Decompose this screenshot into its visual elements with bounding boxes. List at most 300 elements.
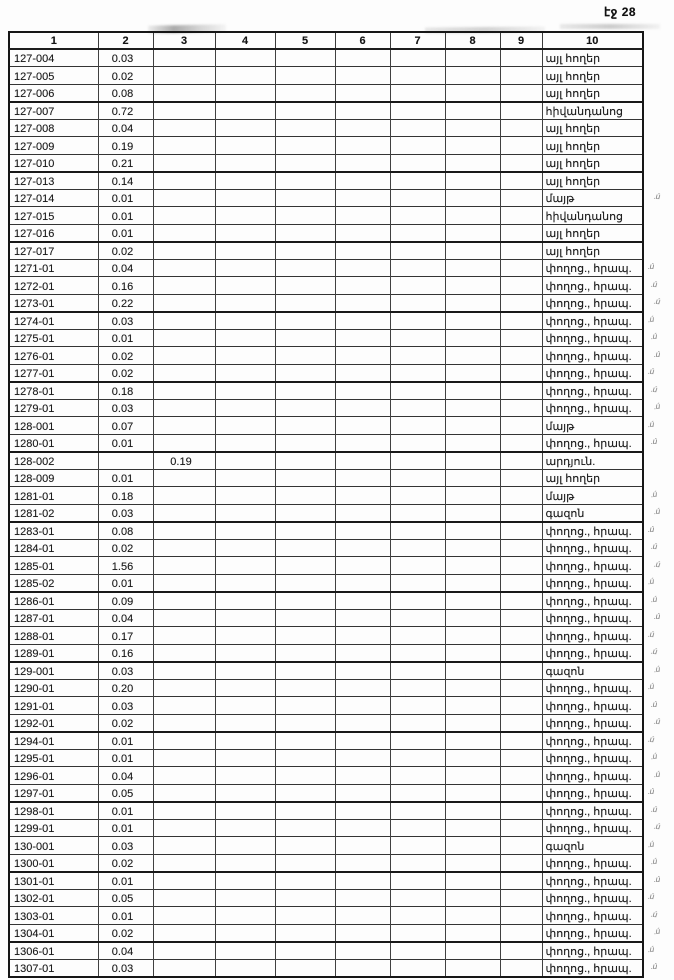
table-row <box>9 207 643 225</box>
empty-cell <box>445 697 500 715</box>
margin-mark: .ú <box>654 349 660 359</box>
empty-cell <box>275 119 335 137</box>
empty-cell <box>215 434 275 452</box>
table-row <box>9 137 643 155</box>
empty-cell <box>275 399 335 417</box>
table-row <box>9 364 643 382</box>
land-use-cell: այլ հողեր <box>542 224 643 242</box>
empty-cell <box>275 452 335 470</box>
empty-cell <box>500 732 542 750</box>
parcel-code-cell: 1299-01 <box>9 819 98 837</box>
empty-cell <box>215 469 275 487</box>
area-value-cell: 0.02 <box>98 364 153 382</box>
parcel-code-cell: 1306-01 <box>9 942 98 960</box>
empty-cell <box>445 294 500 312</box>
table-row <box>9 784 643 802</box>
empty-cell <box>335 609 390 627</box>
col3-value-cell <box>153 854 215 872</box>
col3-value-cell <box>153 942 215 960</box>
empty-cell <box>390 539 445 557</box>
empty-cell <box>335 172 390 190</box>
empty-cell <box>335 767 390 785</box>
empty-cell <box>445 259 500 277</box>
header-row <box>9 32 643 49</box>
land-use-cell: այլ հողեր <box>542 49 643 67</box>
margin-mark: .ú <box>653 926 661 937</box>
column-header-8: 8 <box>445 32 500 49</box>
empty-cell <box>335 382 390 400</box>
empty-cell <box>275 504 335 522</box>
empty-cell <box>500 189 542 207</box>
empty-cell <box>335 889 390 907</box>
col3-value-cell <box>153 959 215 977</box>
margin-mark: .ú <box>647 734 655 744</box>
table-row <box>9 277 643 295</box>
area-value-cell: 0.02 <box>98 67 153 85</box>
empty-cell <box>335 662 390 680</box>
empty-cell <box>335 364 390 382</box>
empty-cell <box>275 872 335 890</box>
land-use-cell: գազոն <box>542 837 643 855</box>
margin-mark: .ú <box>653 716 660 727</box>
col3-value-cell <box>153 662 215 680</box>
area-value-cell: 0.02 <box>98 714 153 732</box>
empty-cell <box>335 942 390 960</box>
margin-mark: .ú <box>650 804 657 814</box>
margin-mark: .ú <box>653 664 661 674</box>
empty-cell <box>335 714 390 732</box>
col3-value-cell <box>153 172 215 190</box>
area-value-cell: 0.04 <box>98 119 153 137</box>
parcel-code-cell: 1279-01 <box>9 399 98 417</box>
column-header-1: 1 <box>9 32 98 49</box>
area-value-cell: 0.03 <box>98 49 153 67</box>
empty-cell <box>500 819 542 837</box>
table-row <box>9 539 643 557</box>
empty-cell <box>335 854 390 872</box>
land-use-cell: փողոց., հրապ. <box>542 644 643 662</box>
empty-cell <box>390 329 445 347</box>
parcel-code-cell: 128-002 <box>9 452 98 470</box>
parcel-code-cell: 1300-01 <box>9 854 98 872</box>
empty-cell <box>335 224 390 242</box>
empty-cell <box>215 697 275 715</box>
column-header-6: 6 <box>335 32 390 49</box>
empty-cell <box>335 574 390 592</box>
empty-cell <box>275 592 335 610</box>
col3-value-cell <box>153 679 215 697</box>
col3-value-cell <box>153 802 215 820</box>
empty-cell <box>390 259 445 277</box>
land-use-cell: փողոց., հրապ. <box>542 399 643 417</box>
empty-cell <box>335 347 390 365</box>
land-use-cell: փողոց., հրապ. <box>542 679 643 697</box>
parcel-code-cell: 1286-01 <box>9 592 98 610</box>
col3-value-cell: 0.19 <box>153 452 215 470</box>
area-value-cell: 0.01 <box>98 574 153 592</box>
margin-mark: .ú <box>647 681 654 692</box>
empty-cell <box>390 819 445 837</box>
empty-cell <box>275 679 335 697</box>
empty-cell <box>445 399 500 417</box>
table-row <box>9 854 643 872</box>
empty-cell <box>500 417 542 435</box>
empty-cell <box>215 889 275 907</box>
empty-cell <box>445 417 500 435</box>
empty-cell <box>335 137 390 155</box>
empty-cell <box>275 522 335 540</box>
table-row <box>9 609 643 627</box>
empty-cell <box>500 802 542 820</box>
empty-cell <box>215 854 275 872</box>
empty-cell <box>500 312 542 330</box>
land-use-cell: փողոց., հրապ. <box>542 749 643 767</box>
empty-cell <box>335 924 390 942</box>
margin-mark: .ú <box>650 751 658 762</box>
area-value-cell: 0.04 <box>98 767 153 785</box>
empty-cell <box>390 207 445 225</box>
empty-cell <box>500 714 542 732</box>
land-use-cell: փողոց., հրապ. <box>542 627 643 645</box>
empty-cell <box>445 802 500 820</box>
empty-cell <box>390 697 445 715</box>
parcel-code-cell: 1294-01 <box>9 732 98 750</box>
land-use-cell: փողոց., հրապ. <box>542 329 643 347</box>
empty-cell <box>335 504 390 522</box>
area-value-cell: 0.20 <box>98 679 153 697</box>
empty-cell <box>275 347 335 365</box>
empty-cell <box>275 382 335 400</box>
area-value-cell: 0.22 <box>98 294 153 312</box>
empty-cell <box>390 452 445 470</box>
empty-cell <box>275 329 335 347</box>
empty-cell <box>390 277 445 295</box>
empty-cell <box>500 102 542 120</box>
empty-cell <box>215 872 275 890</box>
empty-cell <box>335 522 390 540</box>
table-row <box>9 697 643 715</box>
margin-mark: .ú <box>654 874 660 884</box>
area-value-cell: 0.03 <box>98 959 153 977</box>
land-parcel-table <box>8 31 644 978</box>
empty-cell <box>445 364 500 382</box>
table-row <box>9 872 643 890</box>
empty-cell <box>215 732 275 750</box>
empty-cell <box>275 242 335 260</box>
empty-cell <box>215 504 275 522</box>
empty-cell <box>215 539 275 557</box>
land-use-cell: փողոց., հրապ. <box>542 312 643 330</box>
empty-cell <box>390 889 445 907</box>
empty-cell <box>390 67 445 85</box>
empty-cell <box>500 627 542 645</box>
col3-value-cell <box>153 469 215 487</box>
empty-cell <box>445 67 500 85</box>
empty-cell <box>275 67 335 85</box>
land-use-cell: այլ հողեր <box>542 242 643 260</box>
table-row <box>9 487 643 505</box>
empty-cell <box>445 662 500 680</box>
parcel-code-cell: 127-010 <box>9 154 98 172</box>
empty-cell <box>335 154 390 172</box>
parcel-code-cell: 1271-01 <box>9 259 98 277</box>
empty-cell <box>275 609 335 627</box>
empty-cell <box>390 119 445 137</box>
col3-value-cell <box>153 294 215 312</box>
margin-mark: .ú <box>653 821 661 832</box>
empty-cell <box>335 732 390 750</box>
empty-cell <box>390 784 445 802</box>
land-use-cell: փողոց., հրապ. <box>542 767 643 785</box>
margin-mark: .ú <box>654 612 660 621</box>
col3-value-cell <box>153 312 215 330</box>
area-value-cell: 0.02 <box>98 924 153 942</box>
empty-cell <box>445 154 500 172</box>
empty-cell <box>445 837 500 855</box>
empty-cell <box>275 207 335 225</box>
area-value-cell: 0.02 <box>98 347 153 365</box>
empty-cell <box>390 924 445 942</box>
land-use-cell: փողոց., հրապ. <box>542 942 643 960</box>
empty-cell <box>275 802 335 820</box>
empty-cell <box>500 767 542 785</box>
area-value-cell: 0.01 <box>98 907 153 925</box>
table-row <box>9 452 643 470</box>
col3-value-cell <box>153 714 215 732</box>
area-value-cell: 0.02 <box>98 539 153 557</box>
col3-value-cell <box>153 119 215 137</box>
margin-mark: .ú <box>647 629 654 639</box>
column-header-3: 3 <box>153 32 215 49</box>
empty-cell <box>215 924 275 942</box>
empty-cell <box>445 84 500 102</box>
area-value-cell: 0.03 <box>98 312 153 330</box>
land-use-cell: փողոց., հրապ. <box>542 924 643 942</box>
table-row <box>9 329 643 347</box>
land-use-cell: փողոց., հրապ. <box>542 854 643 872</box>
empty-cell <box>335 102 390 120</box>
area-value-cell: 0.05 <box>98 784 153 802</box>
empty-cell <box>335 329 390 347</box>
empty-cell <box>215 574 275 592</box>
empty-cell <box>335 294 390 312</box>
empty-cell <box>445 469 500 487</box>
area-value-cell: 0.03 <box>98 837 153 855</box>
col3-value-cell <box>153 697 215 715</box>
empty-cell <box>445 784 500 802</box>
parcel-code-cell: 1298-01 <box>9 802 98 820</box>
col3-value-cell <box>153 644 215 662</box>
land-use-cell: փողոց., հրապ. <box>542 277 643 295</box>
column-header-9: 9 <box>500 32 542 49</box>
empty-cell <box>500 452 542 470</box>
table-row <box>9 67 643 85</box>
empty-cell <box>335 469 390 487</box>
empty-cell <box>390 854 445 872</box>
area-value-cell: 0.01 <box>98 434 153 452</box>
empty-cell <box>500 84 542 102</box>
parcel-code-cell: 1285-02 <box>9 574 98 592</box>
empty-cell <box>445 312 500 330</box>
area-value-cell: 0.05 <box>98 889 153 907</box>
empty-cell <box>390 557 445 575</box>
empty-cell <box>500 644 542 662</box>
empty-cell <box>390 749 445 767</box>
empty-cell <box>500 67 542 85</box>
col3-value-cell <box>153 487 215 505</box>
empty-cell <box>390 609 445 627</box>
empty-cell <box>390 907 445 925</box>
parcel-code-cell: 1284-01 <box>9 539 98 557</box>
empty-cell <box>215 749 275 767</box>
area-value-cell: 0.08 <box>98 84 153 102</box>
empty-cell <box>335 644 390 662</box>
land-use-cell: այլ հողեր <box>542 469 643 487</box>
empty-cell <box>275 714 335 732</box>
empty-cell <box>335 592 390 610</box>
area-value-cell: 0.03 <box>98 697 153 715</box>
empty-cell <box>500 557 542 575</box>
empty-cell <box>390 522 445 540</box>
empty-cell <box>275 662 335 680</box>
empty-cell <box>275 819 335 837</box>
table-row <box>9 102 643 120</box>
scan-smudge <box>560 24 660 29</box>
table-row <box>9 662 643 680</box>
parcel-code-cell: 1287-01 <box>9 609 98 627</box>
area-value-cell: 0.01 <box>98 189 153 207</box>
margin-mark: .ú <box>650 279 657 289</box>
margin-mark: .ú <box>647 839 655 849</box>
land-use-cell: փողոց., հրապ. <box>542 819 643 837</box>
col3-value-cell <box>153 557 215 575</box>
empty-cell <box>215 364 275 382</box>
land-use-cell: փողոց., հրապ. <box>542 347 643 365</box>
empty-cell <box>500 434 542 452</box>
empty-cell <box>215 679 275 697</box>
empty-cell <box>500 224 542 242</box>
land-use-cell: այլ հողեր <box>542 119 643 137</box>
area-value-cell: 0.01 <box>98 819 153 837</box>
empty-cell <box>500 942 542 960</box>
empty-cell <box>390 942 445 960</box>
table-row <box>9 819 643 837</box>
parcel-code-cell: 1273-01 <box>9 294 98 312</box>
empty-cell <box>445 959 500 977</box>
empty-cell <box>215 242 275 260</box>
area-value-cell: 0.01 <box>98 732 153 750</box>
land-use-cell: փողոց., հրապ. <box>542 889 643 907</box>
empty-cell <box>335 784 390 802</box>
empty-cell <box>215 259 275 277</box>
table-row <box>9 172 643 190</box>
area-value-cell: 0.01 <box>98 224 153 242</box>
empty-cell <box>215 207 275 225</box>
empty-cell <box>390 137 445 155</box>
empty-cell <box>215 119 275 137</box>
empty-cell <box>275 189 335 207</box>
empty-cell <box>390 732 445 750</box>
column-header-2: 2 <box>98 32 153 49</box>
table-row <box>9 347 643 365</box>
empty-cell <box>275 907 335 925</box>
empty-cell <box>500 749 542 767</box>
col3-value-cell <box>153 259 215 277</box>
empty-cell <box>445 137 500 155</box>
parcel-code-cell: 1304-01 <box>9 924 98 942</box>
empty-cell <box>215 557 275 575</box>
area-value-cell: 0.09 <box>98 592 153 610</box>
empty-cell <box>335 84 390 102</box>
parcel-code-cell: 1281-02 <box>9 504 98 522</box>
area-value-cell: 0.01 <box>98 469 153 487</box>
parcel-code-cell: 1301-01 <box>9 872 98 890</box>
empty-cell <box>500 259 542 277</box>
land-use-cell: մայթ <box>542 189 643 207</box>
col3-value-cell <box>153 102 215 120</box>
empty-cell <box>215 767 275 785</box>
margin-mark: .ú <box>647 314 655 324</box>
land-use-cell: փողոց., հրապ. <box>542 714 643 732</box>
table-row <box>9 767 643 785</box>
parcel-code-cell: 1272-01 <box>9 277 98 295</box>
empty-cell <box>215 224 275 242</box>
land-use-cell: փողոց., հրապ. <box>542 697 643 715</box>
area-value-cell: 0.02 <box>98 242 153 260</box>
empty-cell <box>275 434 335 452</box>
empty-cell <box>500 959 542 977</box>
empty-cell <box>500 347 542 365</box>
col3-value-cell <box>153 837 215 855</box>
parcel-code-cell: 128-001 <box>9 417 98 435</box>
parcel-code-cell: 1275-01 <box>9 329 98 347</box>
land-use-cell: այլ հողեր <box>542 154 643 172</box>
col3-value-cell <box>153 242 215 260</box>
table-row <box>9 382 643 400</box>
margin-mark: .ú <box>651 437 657 446</box>
empty-cell <box>445 574 500 592</box>
empty-cell <box>215 452 275 470</box>
area-value-cell: 0.18 <box>98 382 153 400</box>
col3-value-cell <box>153 84 215 102</box>
empty-cell <box>335 872 390 890</box>
col3-value-cell <box>153 277 215 295</box>
area-value-cell: 0.03 <box>98 504 153 522</box>
margin-mark: .ú <box>647 576 655 587</box>
empty-cell <box>390 49 445 67</box>
empty-cell <box>215 662 275 680</box>
empty-cell <box>215 592 275 610</box>
empty-cell <box>390 574 445 592</box>
empty-cell <box>445 189 500 207</box>
parcel-code-cell: 1283-01 <box>9 522 98 540</box>
area-value-cell: 0.14 <box>98 172 153 190</box>
table-row <box>9 627 643 645</box>
empty-cell <box>390 154 445 172</box>
empty-cell <box>335 259 390 277</box>
table-row <box>9 889 643 907</box>
empty-cell <box>390 102 445 120</box>
empty-cell <box>335 67 390 85</box>
parcel-code-cell: 1303-01 <box>9 907 98 925</box>
column-header-10: 10 <box>542 32 643 49</box>
empty-cell <box>500 574 542 592</box>
parcel-code-cell: 127-004 <box>9 49 98 67</box>
area-value-cell: 0.18 <box>98 487 153 505</box>
empty-cell <box>215 277 275 295</box>
empty-cell <box>215 382 275 400</box>
empty-cell <box>275 364 335 382</box>
